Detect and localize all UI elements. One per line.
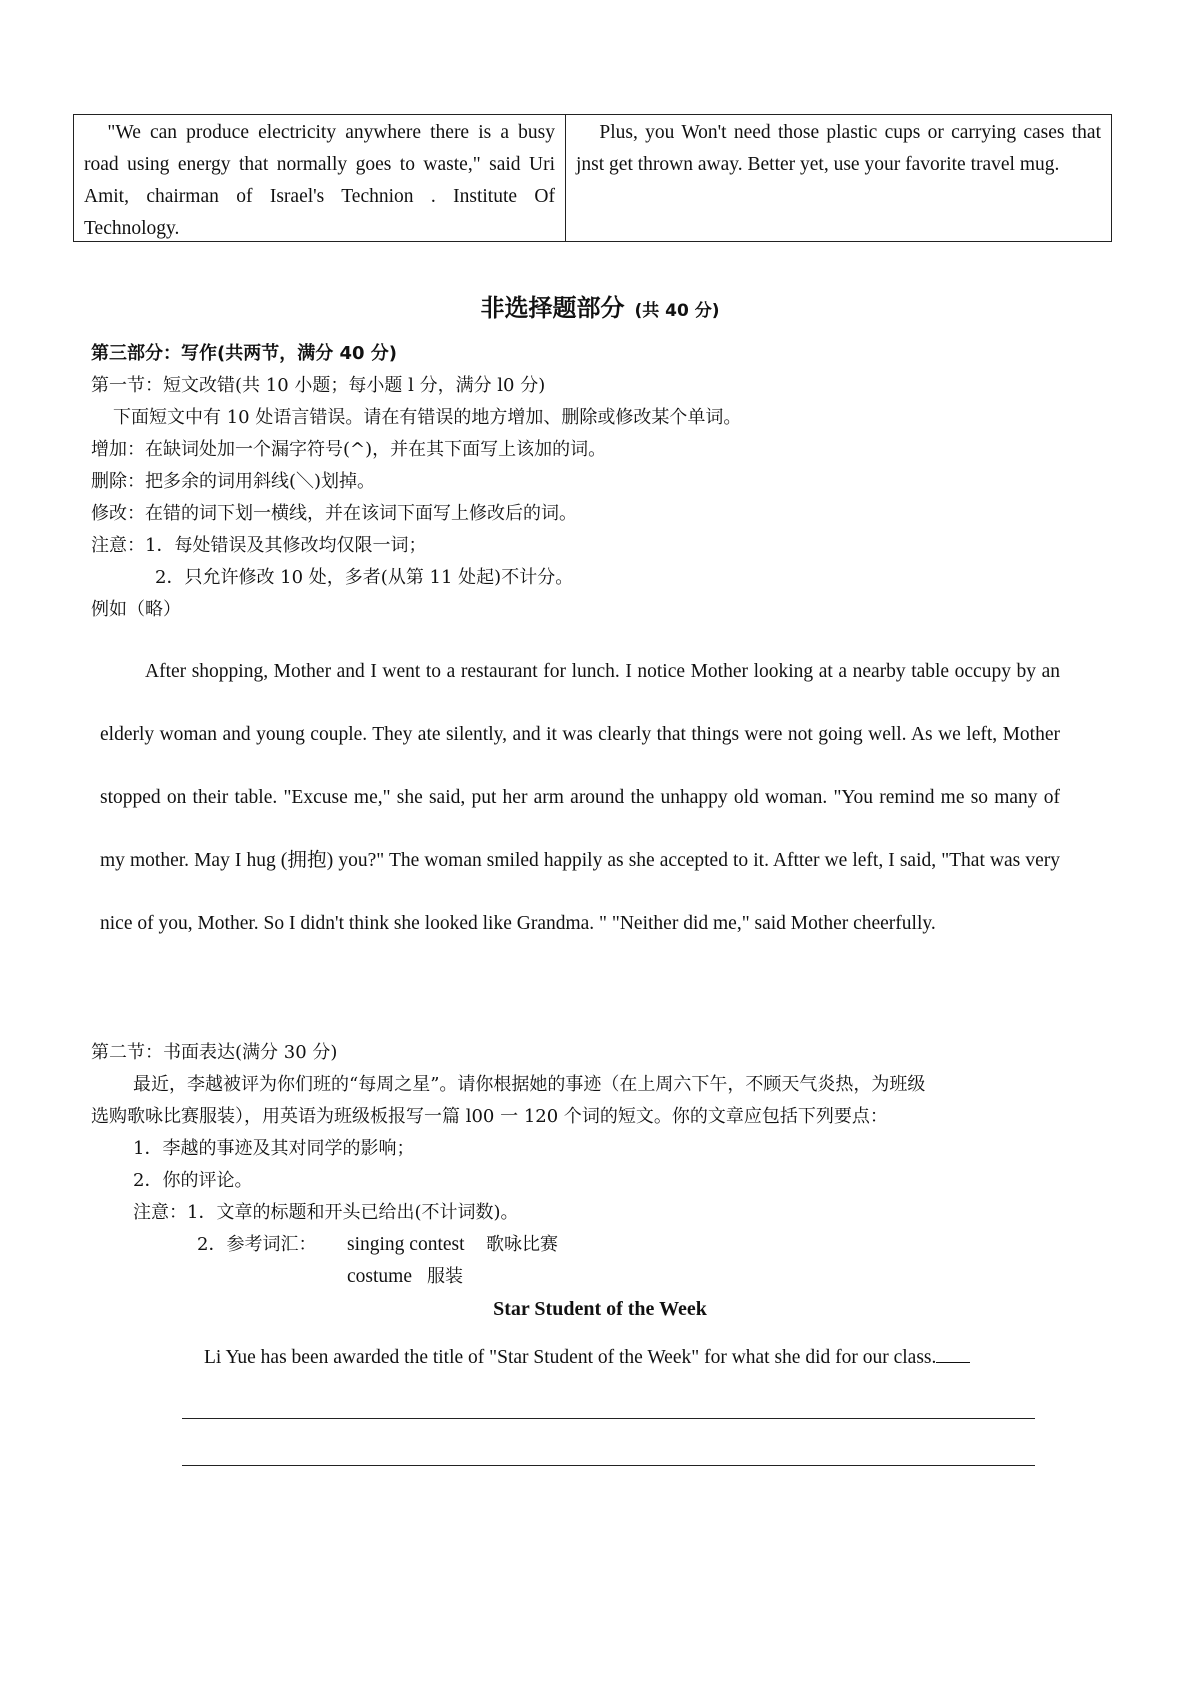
table-cell-left: "We can produce electricity anywhere there is a busy road using energy that normally goes to waste," said Uri Amit, chairman of Israel's Technion . Institute Of Technology. [74, 115, 566, 241]
answer-line[interactable] [182, 1465, 1035, 1466]
section2-intro-line1: 最近，李越被评为你们班的“每周之星”。请你根据她的事迹（在上周六下午，不顾天气炎热，为班级 [133, 1074, 926, 1095]
modify-rule: 修改：在错的词下划一横线，并在该词下面写上修改后的词。 [91, 503, 577, 524]
key-point-1: 1．李越的事迹及其对同学的影响； [133, 1138, 415, 1159]
section2-intro-line2: 选购歌咏比赛服装），用英语为班级板报写一篇 l00 一 120 个词的短文。你的文章应包括下列要点： [91, 1106, 888, 1127]
vocab-2-en: costume [347, 1266, 412, 1287]
note-a: 注意：1．文章的标题和开头已给出(不计词数)。 [133, 1202, 519, 1223]
vocab-1-en: singing contest [347, 1234, 465, 1255]
note-1: 注意：1．每处错误及其修改均仅限一词； [91, 535, 427, 556]
table-cell-right: Plus, you Won't need those plastic cups or carrying cases that jnst get thrown away. Better yet, use your favorite travel mug. [576, 122, 1101, 175]
vocab-2-zh: 服装 [427, 1266, 463, 1287]
section-title [0, 288, 1200, 323]
section1-heading: 第一节：短文改错(共 10 小题；每小题 l 分，满分 l0 分) [91, 375, 546, 396]
section2-heading: 第二节：书面表达(满分 30 分) [91, 1042, 338, 1063]
passage-table [73, 114, 1112, 242]
error-correction-passage: After shopping, Mother and I went to a restaurant for lunch. I notice Mother looking at a nearby table occupy by an elderly woman and young couple. They ate silently, and it was clearly that things were not going well. As we left, Mother stopped on their table. "Excuse me," she said, put her arm around the unhappy old woman. "You remind me so many of my mother. May I hug (拥抱) you?" The woman smiled happily as she accepted to it. Aftter we left, I said, "That was very nice of you, Mother. So I didn't think she looked like Grandma. " "Neither did me," said Mother cheerfully. [100, 661, 1060, 934]
delete-rule: 删除：把多余的词用斜线(＼)划掉。 [91, 471, 376, 492]
part3-heading: 第三部分：写作(共两节，满分 40 分) [91, 343, 398, 364]
section-title-text: 非选择题部分 [480, 294, 625, 322]
essay-start [204, 1344, 970, 1369]
add-rule: 增加：在缺词处加一个漏字符号(^)，并在其下面写上该加的词。 [91, 439, 607, 460]
essay-blank-inline[interactable] [936, 1344, 970, 1363]
essay-title: Star Student of the Week [493, 1298, 707, 1320]
note-2: 2．只允许修改 10 处，多者(从第 11 处起)不计分。 [155, 567, 574, 588]
section-score: (共 40 分) [634, 301, 720, 321]
answer-line[interactable] [182, 1418, 1035, 1419]
example-label: 例如（略） [91, 599, 181, 620]
vocab-1-zh: 歌咏比赛 [486, 1234, 558, 1255]
essay-opening-sentence: Li Yue has been awarded the title of "Star Student of the Week" for what she did for our class. [204, 1347, 937, 1368]
vocab-label: 2．参考词汇： [197, 1234, 317, 1255]
key-point-2: 2．你的评论。 [133, 1170, 253, 1191]
section1-intro: 下面短文中有 10 处语言错误。请在有错误的地方增加、删除或修改某个单词。 [113, 407, 742, 428]
